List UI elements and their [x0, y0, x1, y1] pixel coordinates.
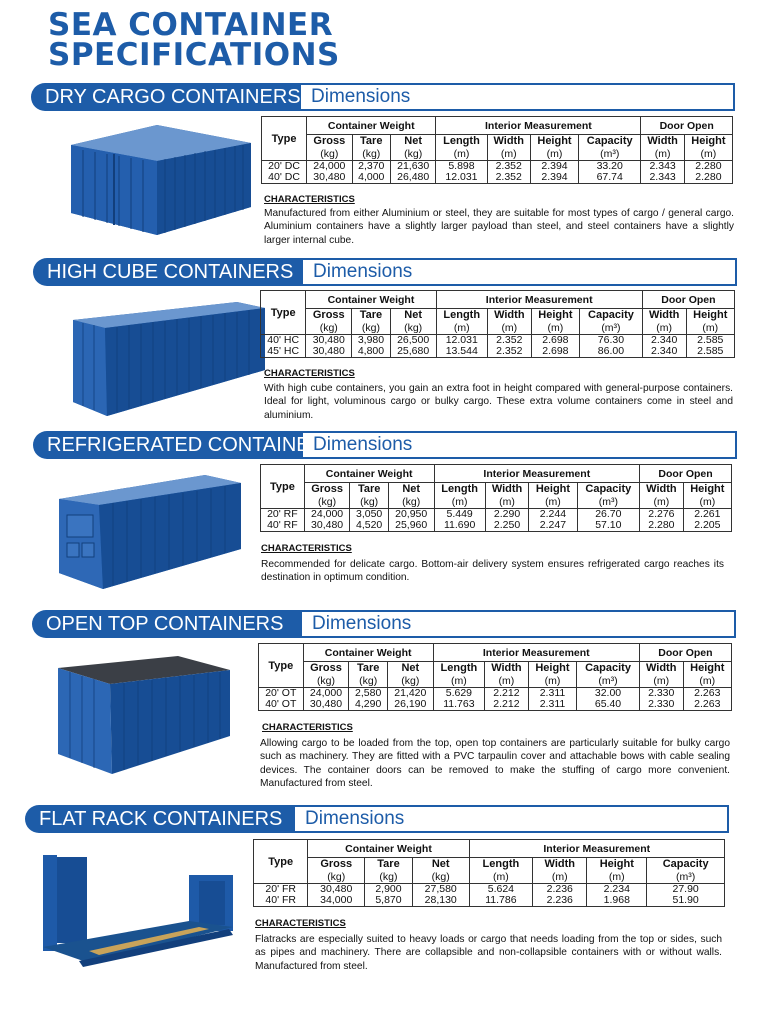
height-label: Height: [538, 309, 573, 321]
gross-header: [308, 858, 365, 884]
length-header: [436, 135, 487, 161]
cell-length: 11.763: [433, 699, 484, 711]
length-header: [469, 858, 533, 884]
cell-door-width: 2.343: [641, 172, 684, 184]
table-row: [261, 520, 732, 532]
cell-type: 40' OT: [259, 699, 304, 711]
flat-rack-container-image: [39, 851, 239, 967]
unit-kg: (kg): [327, 871, 346, 883]
length-label: Length: [443, 309, 481, 321]
cell-door-width: 2.340: [642, 335, 686, 347]
cell-gross: 30,480: [308, 884, 365, 896]
cell-net: 21,630: [390, 161, 436, 173]
capacity-header: [580, 309, 643, 335]
capacity-label: Capacity: [588, 309, 634, 321]
unit-kg: (kg): [431, 871, 450, 883]
door-height-header: [684, 135, 732, 161]
unit-m: (m): [551, 871, 568, 883]
height-label: Height: [535, 483, 571, 495]
section-flat-rack: [25, 805, 730, 975]
unit-m: (m): [453, 148, 470, 160]
gross-label: Gross: [320, 858, 353, 870]
spec-table: [253, 839, 725, 907]
length-label: Length: [441, 483, 478, 495]
width-header: [485, 662, 529, 688]
width-label: Width: [491, 662, 522, 674]
cell-height: 2.394: [530, 172, 578, 184]
type-header: Type: [262, 117, 307, 161]
cell-gross: 30,480: [306, 335, 352, 347]
cell-gross: 30,480: [303, 699, 349, 711]
cell-tare: 4,520: [350, 520, 388, 532]
cell-tare: 3,050: [350, 509, 388, 521]
cell-net: 28,130: [412, 895, 469, 907]
cell-capacity: 27.90: [647, 884, 725, 896]
cell-width: 2.290: [485, 509, 529, 521]
capacity-label: Capacity: [585, 483, 632, 495]
unit-m: (m): [501, 322, 518, 334]
gross-label: Gross: [313, 135, 346, 147]
unit-kg: (kg): [319, 322, 338, 334]
width-label: Width: [493, 135, 524, 147]
characteristics-heading: CHARACTERISTICS: [264, 194, 355, 205]
unit-m3: (m³): [601, 322, 621, 334]
gross-label: Gross: [311, 483, 343, 495]
container-weight-header: Container Weight: [303, 644, 433, 662]
characteristics-heading: CHARACTERISTICS: [255, 918, 346, 929]
cell-door-width: 2.343: [641, 161, 684, 173]
door-height-label: Height: [693, 309, 728, 321]
cell-door-height: 2.585: [686, 335, 734, 347]
unit-m: (m): [699, 675, 716, 687]
cell-type: 40' FR: [254, 895, 308, 907]
unit-kg: (kg): [316, 675, 336, 687]
unit-m: (m): [547, 322, 564, 334]
container-weight-header: Container Weight: [308, 840, 469, 858]
cell-length: 5.898: [436, 161, 487, 173]
capacity-label: Capacity: [662, 858, 709, 870]
capacity-label: Capacity: [585, 662, 631, 674]
cell-height: 2.394: [530, 161, 578, 173]
section-refrigerated: [33, 431, 733, 601]
open-top-container-image: [52, 654, 234, 778]
height-header: [529, 483, 577, 509]
gross-header: [303, 662, 349, 688]
dimensions-label: Dimensions: [295, 805, 729, 833]
cell-tare: 2,580: [349, 688, 388, 700]
cell-type: 20' OT: [259, 688, 304, 700]
cell-width: 2.212: [485, 688, 529, 700]
cell-width: 2.212: [485, 699, 529, 711]
cell-length: 13.544: [436, 346, 487, 358]
width-label: Width: [491, 483, 523, 495]
cell-type: 20' FR: [254, 884, 308, 896]
unit-m: (m): [545, 496, 561, 508]
cell-height: 2.311: [528, 699, 576, 711]
unit-kg: (kg): [402, 496, 421, 508]
length-header: [436, 309, 487, 335]
cell-type: 20' RF: [261, 509, 305, 521]
net-label: Net: [401, 662, 420, 674]
unit-m: (m): [498, 675, 515, 687]
cell-door-height: 2.280: [684, 161, 732, 173]
width-header: [487, 135, 530, 161]
door-height-label: Height: [691, 135, 726, 147]
length-header: [433, 662, 484, 688]
cell-door-height: 2.263: [683, 688, 731, 700]
net-header: [390, 309, 436, 335]
type-header: Type: [254, 840, 308, 884]
unit-kg: (kg): [320, 148, 339, 160]
cell-gross: 30,480: [307, 172, 353, 184]
cell-width: 2.352: [487, 346, 531, 358]
cell-net: 26,480: [390, 172, 436, 184]
capacity-header: [577, 662, 640, 688]
door-open-header: Door Open: [640, 465, 732, 483]
cell-gross: 34,000: [308, 895, 365, 907]
cell-door-width: 2.330: [639, 688, 683, 700]
interior-measurement-header: Interior Measurement: [436, 117, 641, 135]
characteristics-text: Manufactured from either Aluminium or steel, they are suitable for most types of cargo / general cargo. Aluminium containers have a slightly larger payload than steel, and steel containers have a slightly larger internal cube.: [264, 208, 734, 246]
height-header: [531, 309, 579, 335]
unit-m3: (m³): [676, 871, 696, 883]
unit-m: (m): [544, 675, 561, 687]
unit-m: (m): [493, 871, 509, 883]
length-label: Length: [440, 662, 478, 674]
height-label: Height: [535, 662, 570, 674]
unit-m: (m): [654, 148, 671, 160]
length-label: Length: [443, 135, 480, 147]
section-header-bar: [33, 431, 737, 459]
cell-length: 12.031: [436, 335, 487, 347]
cell-type: 40' RF: [261, 520, 305, 532]
unit-kg: (kg): [404, 148, 423, 160]
cell-capacity: 32.00: [577, 688, 640, 700]
unit-m: (m): [699, 496, 716, 508]
unit-m: (m): [653, 496, 670, 508]
characteristics-heading: CHARACTERISTICS: [264, 368, 355, 379]
cell-gross: 30,480: [304, 520, 350, 532]
characteristics-text: Recommended for delicate cargo. Bottom-air delivery system ensures refrigerated cargo reaches its destination in optimum condition.: [261, 559, 724, 584]
unit-kg: (kg): [379, 871, 398, 883]
page-title: [48, 7, 340, 73]
dimensions-label: Dimensions: [302, 610, 736, 638]
dimensions-label: Dimensions: [301, 83, 735, 111]
cell-height: 2.698: [531, 346, 579, 358]
length-header: [434, 483, 485, 509]
cell-door-width: 2.340: [642, 346, 686, 358]
cell-type: 45' HC: [261, 346, 306, 358]
width-label: Width: [544, 858, 575, 870]
unit-m3: (m³): [600, 148, 620, 160]
title-line-1: SEA CONTAINER: [48, 7, 334, 43]
cell-length: 5.629: [433, 688, 484, 700]
interior-measurement-header: Interior Measurement: [469, 840, 724, 858]
unit-m: (m): [653, 675, 670, 687]
net-header: [388, 483, 434, 509]
table-row: [261, 346, 735, 358]
cell-type: 40' DC: [262, 172, 307, 184]
gross-header: [304, 483, 350, 509]
unit-m: (m): [453, 322, 470, 334]
width-label: Width: [494, 309, 525, 321]
section-header-bar: [25, 805, 729, 833]
door-open-header: Door Open: [639, 644, 731, 662]
section-header-bar: [33, 258, 737, 286]
door-width-header: [639, 662, 683, 688]
cell-capacity: 33.20: [579, 161, 641, 173]
cell-tare: 4,000: [352, 172, 390, 184]
tare-label: Tare: [360, 135, 383, 147]
unit-kg: (kg): [404, 322, 423, 334]
tare-header: [365, 858, 413, 884]
cell-tare: 2,370: [352, 161, 390, 173]
cell-length: 5.449: [434, 509, 485, 521]
cell-tare: 3,980: [352, 335, 391, 347]
cell-net: 26,190: [387, 699, 433, 711]
cell-gross: 24,000: [304, 509, 350, 521]
unit-m: (m): [546, 148, 563, 160]
type-header: Type: [261, 465, 305, 509]
height-header: [587, 858, 647, 884]
unit-m: (m): [499, 496, 515, 508]
unit-m: (m): [500, 148, 517, 160]
cell-length: 12.031: [436, 172, 487, 184]
unit-kg: (kg): [359, 675, 378, 687]
cell-net: 25,960: [388, 520, 434, 532]
section-title: REFRIGERATED CONTAINERS: [33, 431, 303, 459]
cell-door-width: 2.330: [639, 699, 683, 711]
cell-width: 2.250: [485, 520, 529, 532]
width-header: [487, 309, 531, 335]
container-weight-header: Container Weight: [306, 291, 436, 309]
cell-net: 25,680: [390, 346, 436, 358]
capacity-header: [577, 483, 640, 509]
table-row: [259, 699, 732, 711]
door-width-header: [640, 483, 684, 509]
capacity-header: [579, 135, 641, 161]
door-open-header: Door Open: [642, 291, 734, 309]
dimensions-label: Dimensions: [303, 258, 737, 286]
characteristics-heading: CHARACTERISTICS: [261, 543, 352, 554]
unit-kg: (kg): [362, 148, 381, 160]
cell-height: 2.311: [528, 688, 576, 700]
section-title: DRY CARGO CONTAINERS: [31, 83, 301, 111]
unit-m: (m): [702, 322, 719, 334]
door-width-label: Width: [646, 483, 677, 495]
cell-length: 11.786: [469, 895, 533, 907]
door-width-header: [642, 309, 686, 335]
cell-net: 21,420: [387, 688, 433, 700]
cell-capacity: 67.74: [579, 172, 641, 184]
cell-tare: 4,290: [349, 699, 388, 711]
door-width-label: Width: [645, 662, 677, 674]
cell-door-width: 2.276: [640, 509, 684, 521]
gross-header: [307, 135, 353, 161]
net-header: [387, 662, 433, 688]
spec-table: [258, 643, 732, 711]
characteristics-heading: CHARACTERISTICS: [262, 722, 353, 733]
width-header: [485, 483, 529, 509]
height-header: [530, 135, 578, 161]
cell-gross: 24,000: [303, 688, 349, 700]
cell-gross: 30,480: [306, 346, 352, 358]
section-header-bar: [31, 83, 735, 111]
cell-net: 20,950: [388, 509, 434, 521]
door-width-label: Width: [647, 135, 678, 147]
unit-kg: (kg): [361, 322, 380, 334]
unit-kg: (kg): [401, 675, 420, 687]
cell-type: 40' HC: [261, 335, 306, 347]
section-title: OPEN TOP CONTAINERS: [32, 610, 302, 638]
table-row: [262, 172, 733, 184]
high-cube-container-image: [67, 298, 267, 420]
spec-table: [260, 290, 735, 358]
cell-tare: 2,900: [365, 884, 413, 896]
door-height-header: [686, 309, 734, 335]
unit-m: (m): [700, 148, 717, 160]
cell-door-height: 2.280: [684, 172, 732, 184]
interior-measurement-header: Interior Measurement: [436, 291, 642, 309]
gross-label: Gross: [310, 662, 342, 674]
cell-length: 11.690: [434, 520, 485, 532]
cell-net: 27,580: [412, 884, 469, 896]
cell-capacity: 65.40: [577, 699, 640, 711]
net-label: Net: [431, 858, 450, 870]
spec-table: [260, 464, 732, 532]
cell-tare: 4,800: [352, 346, 391, 358]
length-label: Length: [482, 858, 520, 870]
unit-m: (m): [608, 871, 625, 883]
cell-door-width: 2.280: [640, 520, 684, 532]
cell-width: 2.352: [487, 335, 531, 347]
cell-length: 5.624: [469, 884, 533, 896]
cell-door-height: 2.585: [686, 346, 734, 358]
cell-height: 2.247: [529, 520, 577, 532]
section-header-bar: [32, 610, 736, 638]
net-header: [412, 858, 469, 884]
gross-header: [306, 309, 352, 335]
tare-header: [352, 309, 391, 335]
door-width-label: Width: [648, 309, 680, 321]
cell-gross: 24,000: [307, 161, 353, 173]
cell-width: 2.352: [487, 172, 530, 184]
section-dry-cargo: [31, 83, 736, 253]
cell-net: 26,500: [390, 335, 436, 347]
capacity-label: Capacity: [586, 135, 633, 147]
characteristics-text: With high cube containers, you gain an extra foot in height compared with general-purpose containers. Ideal for light, voluminous cargo or bulky cargo. These extra volume containers come in steel and aluminium.: [264, 383, 733, 421]
unit-m3: (m³): [598, 675, 618, 687]
door-height-header: [683, 483, 731, 509]
tare-header: [352, 135, 390, 161]
cell-width: 2.236: [533, 884, 587, 896]
unit-kg: (kg): [318, 496, 337, 508]
section-open-top: [32, 610, 732, 800]
cell-width: 2.352: [487, 161, 530, 173]
tare-label: Tare: [357, 483, 381, 495]
height-label: Height: [537, 135, 572, 147]
unit-m: (m): [451, 675, 467, 687]
capacity-header: [647, 858, 725, 884]
characteristics-text: Flatracks are especially suited to heavy loads or cargo that needs loading from the top or sides, such as pipes and machinery. There are collapsible and non-collapsible containers with or without walls. Manufactured from steel.: [255, 934, 722, 972]
type-header: Type: [261, 291, 306, 335]
tare-label: Tare: [356, 662, 380, 674]
container-weight-header: Container Weight: [304, 465, 434, 483]
dimensions-label: Dimensions: [303, 431, 737, 459]
unit-m3: (m³): [598, 496, 618, 508]
section-high-cube: [33, 258, 735, 428]
refrigerated-container-image: [55, 471, 245, 593]
cell-capacity: 26.70: [577, 509, 640, 521]
cell-height: 2.234: [587, 884, 647, 896]
tare-label: Tare: [359, 309, 383, 321]
door-width-header: [641, 135, 684, 161]
unit-m: (m): [656, 322, 673, 334]
net-header: [390, 135, 436, 161]
net-label: Net: [404, 309, 423, 321]
interior-measurement-header: Interior Measurement: [433, 644, 639, 662]
cell-height: 2.244: [529, 509, 577, 521]
door-height-label: Height: [690, 483, 725, 495]
tare-header: [349, 662, 388, 688]
cell-door-height: 2.263: [683, 699, 731, 711]
spec-table: [261, 116, 733, 184]
cell-capacity: 86.00: [580, 346, 643, 358]
cell-capacity: 51.90: [647, 895, 725, 907]
width-header: [533, 858, 587, 884]
interior-measurement-header: Interior Measurement: [434, 465, 640, 483]
door-height-label: Height: [690, 662, 725, 674]
section-title: FLAT RACK CONTAINERS: [25, 805, 295, 833]
type-header: Type: [259, 644, 304, 688]
cell-capacity: 57.10: [577, 520, 640, 532]
characteristics-text: Allowing cargo to be loaded from the top, open top containers are particularly suitable for bulky cargo such as machinery. They are fitted with a PVC tarpaulin cover and attachable bows with cable sealing devices. The container doors can be removed to make the stuffing of cargo more convenient. Manufactured from steel.: [260, 738, 730, 790]
gross-label: Gross: [312, 309, 345, 321]
net-label: Net: [402, 483, 421, 495]
cell-height: 2.698: [531, 335, 579, 347]
tare-header: [350, 483, 388, 509]
height-header: [528, 662, 576, 688]
dry-cargo-container-image: [65, 117, 255, 237]
cell-capacity: 76.30: [580, 335, 643, 347]
net-label: Net: [404, 135, 423, 147]
cell-width: 2.236: [533, 895, 587, 907]
unit-kg: (kg): [360, 496, 379, 508]
table-row: [254, 895, 725, 907]
cell-door-height: 2.205: [683, 520, 731, 532]
height-label: Height: [599, 858, 634, 870]
door-height-header: [683, 662, 731, 688]
unit-m: (m): [451, 496, 468, 508]
door-open-header: Door Open: [641, 117, 733, 135]
cell-door-height: 2.261: [683, 509, 731, 521]
cell-tare: 5,870: [365, 895, 413, 907]
container-weight-header: Container Weight: [307, 117, 436, 135]
title-line-2: SPECIFICATIONS: [48, 37, 340, 73]
cell-height: 1.968: [587, 895, 647, 907]
tare-label: Tare: [377, 858, 400, 870]
cell-type: 20' DC: [262, 161, 307, 173]
section-title: HIGH CUBE CONTAINERS: [33, 258, 303, 286]
